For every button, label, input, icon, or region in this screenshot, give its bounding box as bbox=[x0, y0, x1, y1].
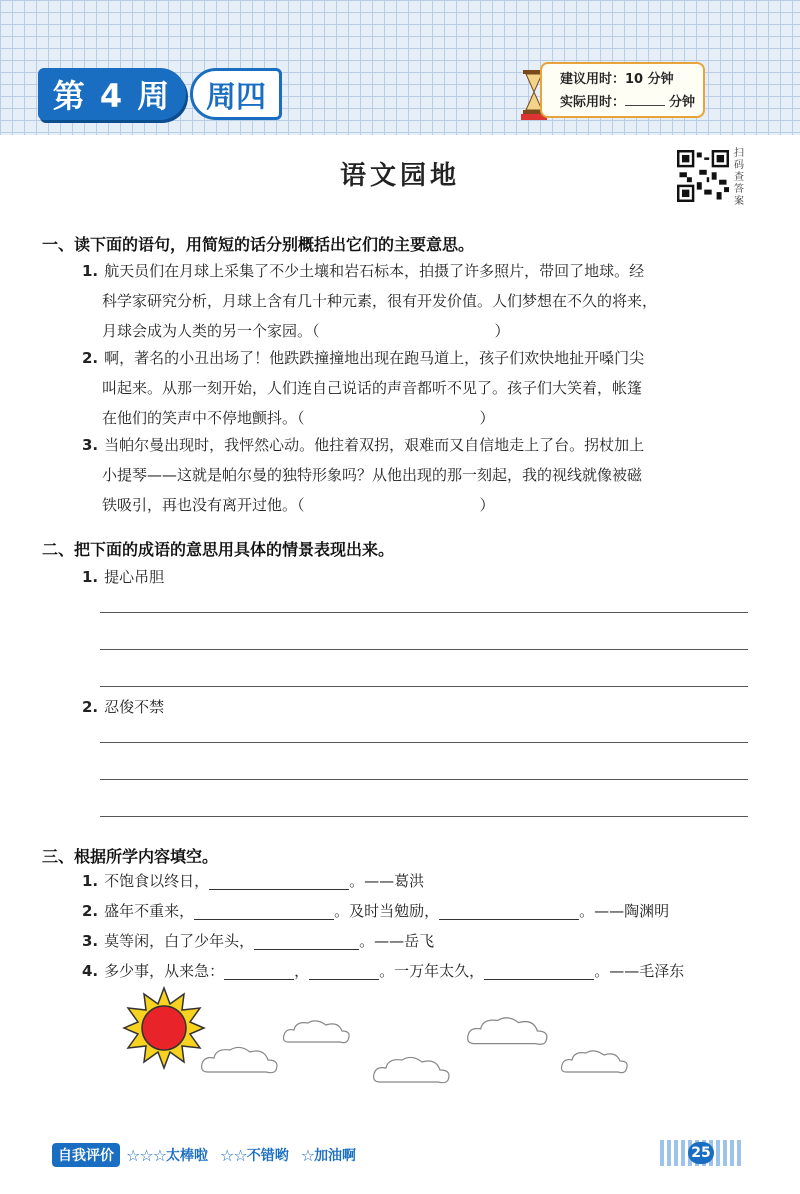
actual-time-label: 实际用时： bbox=[560, 95, 626, 110]
cloud-icon bbox=[282, 1018, 352, 1046]
fill-blank[interactable] bbox=[484, 961, 594, 980]
day-badge: 周四 bbox=[190, 68, 282, 120]
item-number: 4. bbox=[82, 962, 99, 980]
item-line: 科学家研究分析，月球上含有几十种元素，很有开发价值。人们梦想在不久的将来， bbox=[102, 292, 658, 310]
q-text: 。一万年太久， bbox=[379, 962, 485, 980]
qr-label: 扫码查答案 bbox=[734, 148, 744, 207]
time-box bbox=[540, 62, 705, 118]
section2-item-1 bbox=[82, 562, 752, 592]
section3-q4 bbox=[82, 956, 752, 986]
writing-line[interactable] bbox=[100, 816, 748, 817]
section3-q1 bbox=[82, 866, 752, 896]
q-text: ， bbox=[294, 962, 310, 980]
item-line: 当帕尔曼出现时，我怦然心动。他拄着双拐，艰难而又自信地走上了台。拐杖加上 bbox=[104, 436, 645, 454]
section2-item-2 bbox=[82, 692, 752, 722]
close-paren: ） bbox=[479, 496, 495, 514]
week-badge: 第 4 周 bbox=[38, 68, 186, 120]
star-icon[interactable]: ☆☆ bbox=[220, 1145, 247, 1165]
q-text: 莫等闲，白了少年头， bbox=[104, 932, 255, 950]
section3-q3 bbox=[82, 926, 752, 956]
item-line: 月球会成为人类的另一个家园。（ bbox=[102, 322, 320, 340]
item-number: 2. bbox=[82, 698, 99, 716]
eval-option-good: 不错哟 bbox=[246, 1148, 289, 1164]
star-icon[interactable]: ☆ bbox=[300, 1145, 315, 1165]
self-evaluation bbox=[52, 1142, 366, 1168]
actual-time-unit: 分钟 bbox=[669, 95, 696, 110]
page-number-text: 25 bbox=[688, 1142, 714, 1164]
item-line: 铁吸引，再也没有离开过他。（ bbox=[102, 496, 305, 514]
page-number bbox=[660, 1140, 742, 1166]
item-number: 1. bbox=[82, 262, 99, 280]
item-line: 在他们的笑声中不停地颤抖。（ bbox=[102, 409, 305, 427]
writing-line[interactable] bbox=[100, 779, 748, 780]
item-number: 3. bbox=[82, 932, 99, 950]
item-number: 3. bbox=[82, 436, 99, 454]
fill-blank[interactable] bbox=[254, 931, 359, 950]
item-line: 啊，著名的小丑出场了！他跌跌撞撞地出现在跑马道上，孩子们欢快地扯开嗓门尖 bbox=[104, 349, 645, 367]
cloud-icon bbox=[560, 1048, 630, 1076]
fill-blank[interactable] bbox=[194, 901, 334, 920]
qr-code-icon bbox=[677, 150, 729, 202]
item-line: 小提琴——这就是帕尔曼的独特形象吗？从他出现的那一刻起，我的视线就像被磁 bbox=[102, 466, 643, 484]
page-title: 语文园地 bbox=[339, 161, 460, 191]
item-line: 叫起来。从那一刻开始，人们连自己说话的声音都听不见了。孩子们大笑着，帐篷 bbox=[102, 379, 643, 397]
writing-line[interactable] bbox=[100, 612, 748, 613]
cloud-icon bbox=[372, 1054, 452, 1086]
section2-heading: 二、把下面的成语的意思用具体的情景表现出来。 bbox=[42, 540, 395, 559]
writing-line[interactable] bbox=[100, 742, 748, 743]
fill-blank[interactable] bbox=[309, 961, 379, 980]
eval-tag: 自我评价 bbox=[52, 1143, 120, 1167]
q-text: 。——岳飞 bbox=[359, 932, 435, 950]
writing-line[interactable] bbox=[100, 686, 748, 687]
item-number: 1. bbox=[82, 872, 99, 890]
item-number: 2. bbox=[82, 349, 99, 367]
close-paren: ） bbox=[494, 322, 510, 340]
q-text: 。——毛泽东 bbox=[594, 962, 685, 980]
q-text: 。及时当勉励， bbox=[334, 902, 440, 920]
eval-option-great: 太棒啦 bbox=[166, 1148, 209, 1164]
section1-heading: 一、读下面的语句，用简短的话分别概括出它们的主要意思。 bbox=[42, 235, 475, 254]
actual-time-blank[interactable] bbox=[625, 91, 665, 106]
actual-time bbox=[560, 91, 703, 114]
section1-item-1 bbox=[82, 256, 752, 346]
q-text: 多少事，从来急： bbox=[104, 962, 225, 980]
writing-line[interactable] bbox=[100, 649, 748, 650]
idiom-text: 忍俊不禁 bbox=[104, 698, 165, 716]
close-paren: ） bbox=[479, 409, 495, 427]
fill-blank[interactable] bbox=[439, 901, 579, 920]
sun-icon bbox=[122, 986, 206, 1070]
suggested-time: 建议用时：10 分钟 bbox=[560, 72, 674, 87]
cloud-icon bbox=[200, 1044, 280, 1076]
section3-q2 bbox=[82, 896, 752, 926]
fill-blank[interactable] bbox=[224, 961, 294, 980]
section1-item-3 bbox=[82, 430, 752, 520]
eval-option-keep-going: 加油啊 bbox=[314, 1148, 357, 1164]
cloud-icon bbox=[466, 1014, 550, 1048]
q-text: 盛年不重来， bbox=[104, 902, 195, 920]
item-number: 1. bbox=[82, 568, 99, 586]
item-number: 2. bbox=[82, 902, 99, 920]
item-line: 航天员们在月球上采集了不少土壤和岩石标本，拍摄了许多照片，带回了地球。经 bbox=[104, 262, 645, 280]
q-text: 。——葛洪 bbox=[349, 872, 425, 890]
star-icon[interactable]: ☆☆☆ bbox=[126, 1145, 167, 1165]
fill-blank[interactable] bbox=[209, 871, 349, 890]
idiom-text: 提心吊胆 bbox=[104, 568, 165, 586]
q-text: 。——陶渊明 bbox=[579, 902, 670, 920]
q-text: 不饱食以终日， bbox=[104, 872, 210, 890]
section3-heading: 三、根据所学内容填空。 bbox=[42, 847, 219, 866]
section1-item-2 bbox=[82, 343, 752, 433]
